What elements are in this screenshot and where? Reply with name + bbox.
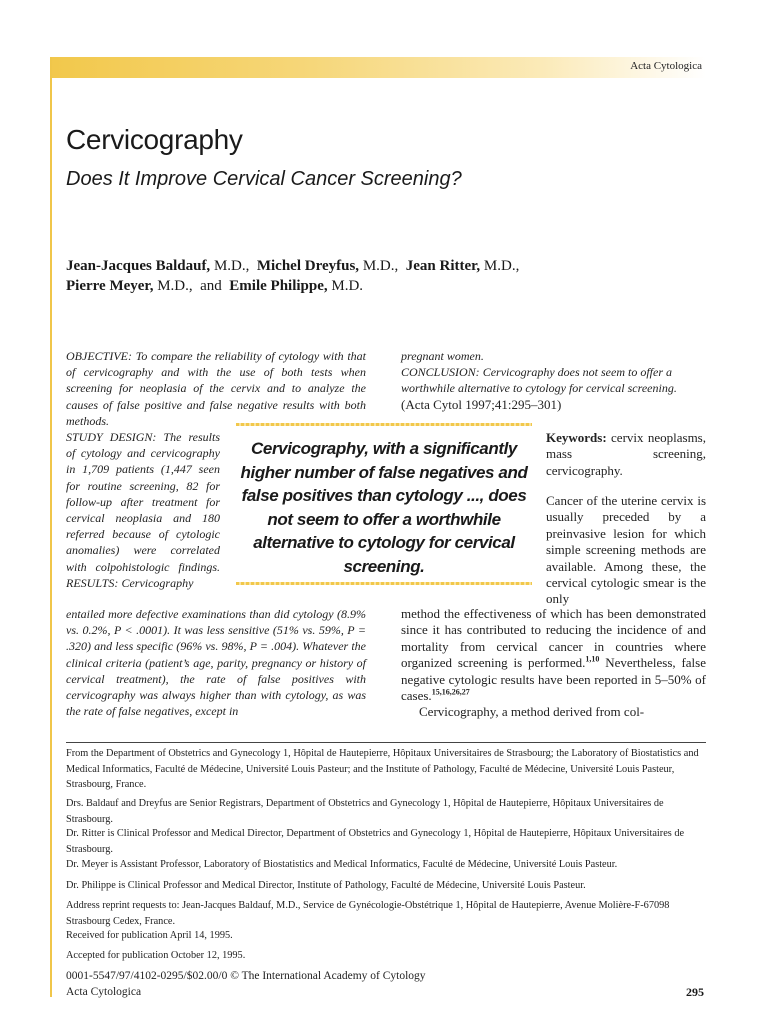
body-paragraph-1: method the effectiveness of which has been demonstrated since it has contributed to reducing the incidence of and mortality from cervical cancer in countries where organized screening is performed. <box>401 606 706 671</box>
author-list <box>66 256 706 296</box>
pull-quote <box>236 423 532 585</box>
author-name: Jean Ritter, <box>405 258 481 274</box>
abstract-study-design <box>66 429 220 591</box>
author-degree: M.D., <box>362 258 399 274</box>
author-name: Jean-Jacques Baldauf, <box>66 258 211 274</box>
author-name: Michel Dreyfus, <box>256 258 360 274</box>
conclusion-text: Cervicography does not seem to offer a worthwhile alternative to cytology for cervical screening. <box>401 365 677 396</box>
citation: (Acta Cytol 1997;41:295–301) <box>401 396 562 412</box>
abstract-conclusion <box>401 348 705 413</box>
footnote-ritter: Dr. Ritter is Clinical Professor and Medical Director, Department of Obstetrics and Gynecology 1, Hôpital de Hautepierre, Hôpitaux Universitaires de Strasbourg. <box>66 828 685 855</box>
body-paragraph-2: Cervicography, a method derived from col- <box>419 704 645 720</box>
results-continuation: pregnant women. <box>401 349 484 363</box>
author-name: Emile Philippe, <box>229 278 328 294</box>
abstract-results <box>66 606 366 719</box>
pull-quote-bottom-rule <box>236 582 532 585</box>
reference-marker: 15,16,26,27 <box>431 687 470 697</box>
footer-journal: Acta Cytologica <box>66 986 142 998</box>
pull-quote-text: Cervicography, with a significantly higher number of false negatives and false positives than cytology ..., does not seem to offer a worthwhile alternative to cytology for cervical screening. <box>240 439 528 576</box>
margin-rule <box>50 57 52 997</box>
keywords-label: Keywords: <box>546 430 607 445</box>
author-degree: M.D., <box>213 258 250 274</box>
design-label: STUDY DESIGN: <box>66 430 157 444</box>
author-degree: M.D. <box>331 278 364 294</box>
body-text <box>401 606 706 721</box>
footnote-reprint: Address reprint requests to: Jean-Jacques Baldauf, M.D., Service de Gynécologie-Obstétrique 1, Hôpital de Hautepierre, Avenue Molière-F-67098 Strasbourg Cedex, France. <box>66 900 670 927</box>
footnote-accepted: Accepted for publication October 12, 1995. <box>66 950 246 961</box>
results-label: RESULTS: <box>66 575 119 590</box>
keywords-text: cervix neoplasms, mass screening, cervicography. <box>546 430 706 478</box>
results-lead: Cervicography <box>121 575 194 590</box>
body-paragraph-1-cont: Nevertheless, false negative cytologic results have been reported in 5–50% of cases. <box>401 655 706 704</box>
author-name: Pierre Meyer, <box>66 278 154 294</box>
objective-text: To compare the reliability of cytology with that of cervicography and with the use of both tests when screening for neoplasia of the cervix and to analyze the causes of false positive and false negative results with both methods. <box>66 349 367 428</box>
copyright-line: 0001-5547/97/4102-0295/$02.00/0 © The International Academy of Cytology <box>66 970 426 982</box>
pull-quote-top-rule <box>236 423 532 426</box>
author-degree: M.D., <box>483 258 520 274</box>
article-title: Cervicography <box>66 124 243 155</box>
keywords <box>546 430 706 479</box>
page-number: 295 <box>686 985 704 999</box>
footnote-philippe: Dr. Philippe is Clinical Professor and Medical Director, Institute of Pathology, Faculté de Médecine, Université Louis Pasteur. <box>66 880 586 891</box>
footnote-received: Received for publication April 14, 1995. <box>66 930 233 941</box>
abstract-objective <box>66 348 366 429</box>
footnote-drs: Drs. Baldauf and Dreyfus are Senior Registrars, Department of Obstetrics and Gynecology 1, Hôpital de Hautepierre, Hôpitaux Universitaires de Strasbourg. <box>66 798 664 825</box>
conclusion-label: CONCLUSION: <box>401 365 480 380</box>
journal-header-band <box>50 57 706 78</box>
objective-label: OBJECTIVE: <box>66 349 132 363</box>
body-narrow-column: Cancer of the uterine cervix is usually preceded by a preinvasive lesion for which simple screening methods are available. Among these, the cervical cytologic smear is the only <box>546 493 706 607</box>
reference-marker: 1,10 <box>585 654 600 664</box>
author-degree: M.D., <box>157 278 193 294</box>
author-conjunction: and <box>200 278 222 294</box>
design-text: The results of cytology and cervicography in 1,709 patients (1,447 seen for routine screening, 82 for follow-up after treatment for cervical neoplasia and 180 referred because of cytologic anomalies) were correlated with colpohistologic findings. <box>66 430 220 574</box>
footnote-rule <box>66 742 706 743</box>
footnote-affiliation: From the Department of Obstetrics and Gynecology 1, Hôpital de Hautepierre, Hôpitaux Universitaires de Strasbourg; the Laboratory of Biostatistics and Medical Informatics, Faculté de Médecine, Université Louis Pasteur; and the Institute of Pathology, Faculté de Médecine, Université Louis Pasteur, Strasbourg, France. <box>66 748 699 791</box>
footnote-meyer: Dr. Meyer is Assistant Professor, Laboratory of Biostatistics and Medical Informatics, Faculté de Médecine, Université Louis Pasteur. <box>66 859 618 870</box>
results-text: entailed more defective examinations than did cytology (8.9% vs. 0.2%, P < .0001). It was less sensitive (51% vs. 59%, P = .320) and less specific (96% vs. 98%, P = .004). Whatever the clinical criteria (patient’s age, parity, pregnancy or history of cervical treatment), the rate of false positives with cervicography was always higher than with cytology, as was the rate of false negatives, except in <box>66 607 366 719</box>
article-subtitle: Does It Improve Cervical Cancer Screening? <box>66 168 462 190</box>
journal-name: Acta Cytologica <box>630 60 702 72</box>
